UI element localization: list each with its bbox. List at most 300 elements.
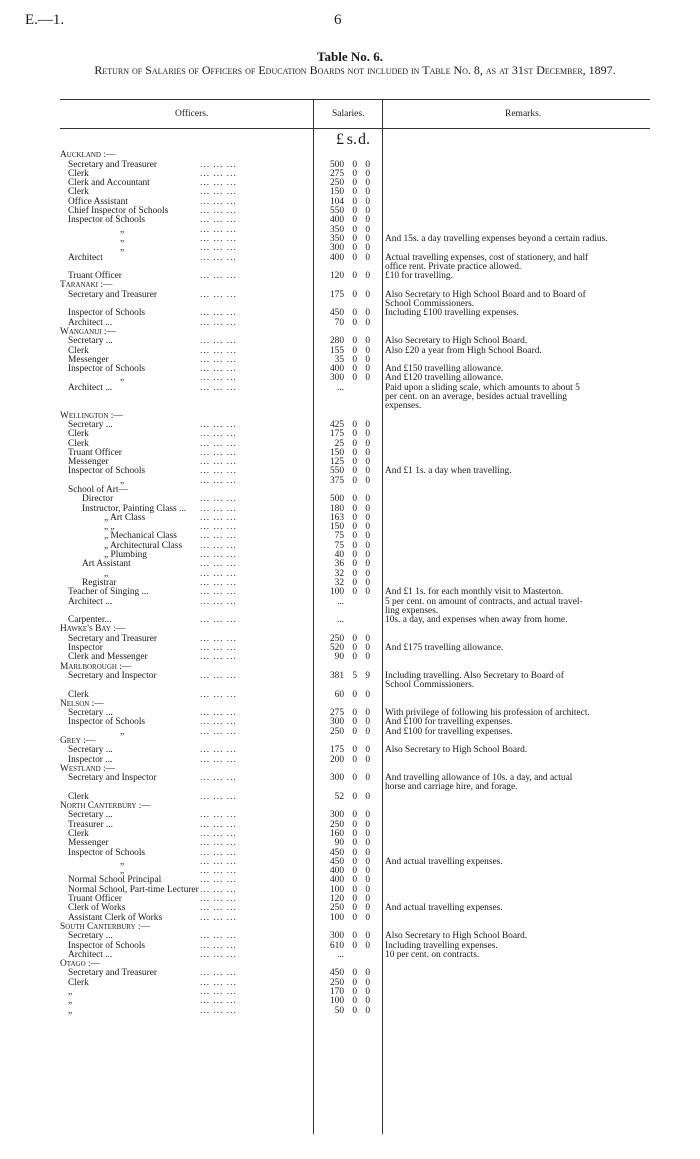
pence-value: 0 — [365, 159, 370, 170]
pence-value: 0 — [365, 503, 370, 514]
pence-value: 0 — [365, 931, 370, 942]
officer-title: Secretary and Treasurer — [68, 289, 158, 300]
salary-cell — [322, 272, 380, 281]
pounds-value: 400 — [329, 866, 344, 877]
pence-value: 9 — [365, 670, 370, 681]
officer-title: Instructor, Painting Class ... — [82, 503, 187, 514]
remark-text: £10 for travelling. — [385, 271, 453, 282]
leader-dots: ... ... ... — [200, 447, 237, 458]
pounds-value: 500 — [329, 494, 344, 505]
shillings-value: 0 — [352, 866, 357, 877]
pounds-value: 381 — [329, 670, 344, 681]
leader-dots: ... ... ... — [200, 987, 237, 998]
pence-value: 0 — [365, 856, 370, 867]
officer-title: Architect ... — [68, 596, 113, 607]
leader-dots: ... ... ... — [200, 568, 237, 579]
leader-dots: ... ... ... — [200, 271, 237, 282]
leader-dots: ... ... ... — [200, 838, 237, 849]
remark-text: 10 per cent. on contracts. — [385, 949, 480, 960]
pounds-value: 300 — [329, 810, 344, 821]
district-name: Wellington :— — [60, 410, 123, 421]
pounds-value: 175 — [329, 289, 344, 300]
remark-text: Also Secretary to High School Board. — [385, 745, 528, 756]
officer-title: Inspector ... — [68, 754, 113, 765]
officer-title: Secretary ... — [68, 419, 113, 430]
officer-title: Art Assistant — [82, 559, 131, 570]
remark-text: ling expenses. — [385, 605, 439, 616]
shillings-value: 0 — [352, 810, 357, 821]
leader-dots: ... ... ... — [200, 894, 237, 905]
shillings-value: 0 — [352, 726, 357, 737]
table-title: Table No. 6. — [317, 49, 383, 64]
remark-text: Including travelling expenses. — [385, 940, 498, 951]
leader-dots: ... ... ... — [200, 233, 237, 244]
pounds-value: 400 — [329, 875, 344, 886]
table-row — [60, 254, 650, 263]
leader-dots: ... ... ... — [200, 615, 237, 626]
leader-dots: ... ... ... — [200, 847, 237, 858]
officer-title: Treasurer ... — [68, 819, 113, 830]
salary-cell — [322, 616, 380, 625]
pounds-value: 175 — [329, 429, 344, 440]
leader-dots: ... ... ... — [200, 810, 237, 821]
district-name: North Canterbury :— — [60, 801, 151, 812]
pence-value: 0 — [365, 940, 370, 951]
leader-dots: ... ... ... — [200, 540, 237, 551]
leader-dots: ... ... ... — [200, 903, 237, 914]
pounds-value: 32 — [334, 568, 344, 579]
officer-title: Assistant Clerk of Works — [68, 912, 163, 923]
officer-title: Clerk of Works — [68, 903, 126, 914]
salary-cell — [322, 254, 380, 263]
officer-title: Registrar — [82, 577, 117, 588]
officer-title: Secretary and Inspector — [68, 773, 157, 784]
pence-unit: d. — [358, 131, 370, 148]
pence-value: 0 — [365, 494, 370, 505]
leader-dots: ... ... ... — [200, 577, 237, 588]
pence-value: 0 — [365, 308, 370, 319]
remark-text: And £1 1s. for each monthly visit to Masterton. — [385, 587, 564, 598]
pounds-value: 160 — [329, 828, 344, 839]
salary-cell — [322, 570, 380, 579]
remark-text: And travelling allowance of 10s. a day, and actual — [385, 773, 573, 784]
district-name: Nelson :— — [60, 698, 104, 709]
table-row — [60, 319, 650, 328]
pence-value: 0 — [365, 540, 370, 551]
leader-dots: ... ... ... — [200, 726, 237, 737]
salary-cell — [322, 523, 380, 532]
salary-cell — [322, 793, 380, 802]
officer-title: Normal School Principal — [68, 875, 162, 886]
pence-value: 0 — [365, 689, 370, 700]
officer-title: „ Mechanical Class — [104, 531, 177, 542]
pounds-value: 275 — [329, 168, 344, 179]
pence-value: 0 — [365, 466, 370, 477]
shillings-value: 0 — [352, 233, 357, 244]
shillings-value: 0 — [352, 475, 357, 486]
pence-value: 0 — [365, 643, 370, 654]
leader-dots: ... ... ... — [200, 708, 237, 719]
pence-value: 0 — [365, 819, 370, 830]
leader-dots: ... ... ... — [200, 773, 237, 784]
leader-dots: ... ... ... — [200, 373, 237, 384]
remark-text: Also Secretary to High School Board and to Board of — [385, 289, 586, 300]
district-name: Otago :— — [60, 959, 100, 970]
pence-value: 0 — [365, 354, 370, 365]
shillings-value: 0 — [352, 745, 357, 756]
pence-value: 0 — [365, 522, 370, 533]
pounds-value: 350 — [329, 224, 344, 235]
pence-value: 0 — [365, 884, 370, 895]
shillings-value: 0 — [352, 252, 357, 263]
officer-title: „ — [120, 233, 125, 244]
pence-value: 0 — [365, 810, 370, 821]
shillings-value: 0 — [352, 494, 357, 505]
salaries-column-header: Salaries. — [332, 109, 365, 119]
shillings-value: 0 — [352, 317, 357, 328]
shillings-value: 0 — [352, 884, 357, 895]
remark-text: School Commissioners. — [385, 680, 475, 691]
pounds-value: 175 — [329, 745, 344, 756]
pounds-value: 163 — [329, 512, 344, 523]
remark-text: per cent. on an average, besides actual travelling — [385, 392, 567, 403]
salary-cell — [322, 830, 380, 839]
leader-dots: ... ... ... — [200, 968, 237, 979]
officer-title: Secretary and Treasurer — [68, 968, 158, 979]
pounds-value: 550 — [329, 206, 344, 217]
leader-dots: ... ... ... — [200, 187, 237, 198]
officer-title: „ — [68, 1005, 73, 1016]
pounds-value: 400 — [329, 215, 344, 226]
officer-title: Messenger — [68, 457, 109, 468]
leader-dots: ... ... ... — [200, 168, 237, 179]
pence-value: 0 — [365, 708, 370, 719]
officer-title: „ — [104, 568, 109, 579]
pounds-value: 250 — [329, 726, 344, 737]
pence-value: 0 — [365, 754, 370, 765]
remark-text: Also Secretary to High School Board. — [385, 931, 528, 942]
pence-value: 0 — [365, 429, 370, 440]
officer-title: Messenger — [68, 354, 109, 365]
officer-title: Secretary and Treasurer — [68, 159, 158, 170]
pence-value: 0 — [365, 1005, 370, 1016]
officer-title: Architect ... — [68, 382, 113, 393]
pence-value: 0 — [365, 317, 370, 328]
remark-text: And 15s. a day travelling expenses beyond a certain radius. — [385, 233, 608, 244]
salary-cell — [322, 774, 380, 783]
pence-value: 0 — [365, 866, 370, 877]
pence-value: 0 — [365, 587, 370, 598]
shillings-value: 0 — [352, 773, 357, 784]
leader-dots: ... ... ... — [200, 670, 237, 681]
officer-title: Secretary ... — [68, 745, 113, 756]
leader-dots: ... ... ... — [200, 382, 237, 393]
table-row — [60, 691, 650, 700]
page-number: 6 — [334, 12, 342, 28]
remark-text: And £120 travelling allowance. — [385, 373, 504, 384]
officer-title: Inspector — [68, 643, 103, 654]
shillings-value: 0 — [352, 568, 357, 579]
pounds-value: 400 — [329, 364, 344, 375]
pence-value: 0 — [365, 233, 370, 244]
pence-value: 0 — [365, 345, 370, 356]
pounds-value: 32 — [334, 577, 344, 588]
table-row — [60, 951, 650, 960]
shillings-value: 0 — [352, 354, 357, 365]
district-name: Hawke's Bay :— — [60, 624, 126, 635]
leader-dots: ... ... ... — [200, 243, 237, 254]
shillings-value: 0 — [352, 206, 357, 217]
salary-cell — [322, 319, 380, 328]
officer-title: Office Assistant — [68, 196, 128, 207]
officer-title: Director — [82, 494, 114, 505]
pounds-value: 150 — [329, 187, 344, 198]
salary-cell — [322, 309, 380, 318]
officer-title: Messenger — [68, 838, 109, 849]
shillings-value: 0 — [352, 187, 357, 198]
shillings-value: 0 — [352, 828, 357, 839]
officer-title: „ Art Class — [104, 512, 146, 523]
pounds-value: 100 — [329, 996, 344, 1007]
shillings-value: 0 — [352, 540, 357, 551]
leader-dots: ... ... ... — [200, 866, 237, 877]
pence-value: 0 — [365, 847, 370, 858]
shillings-value: 0 — [352, 447, 357, 458]
table-body — [60, 151, 650, 1016]
remark-text: And £175 travelling allowance. — [385, 643, 504, 654]
pounds-value: 180 — [329, 503, 344, 514]
leader-dots: ... ... ... — [200, 977, 237, 988]
pence-value: 0 — [365, 252, 370, 263]
table-header-row — [60, 99, 650, 129]
officer-title: Clerk — [68, 187, 89, 198]
pounds-value: 300 — [329, 243, 344, 254]
leader-dots: ... ... ... — [200, 745, 237, 756]
salary-cell — [322, 588, 380, 597]
shillings-value: 0 — [352, 503, 357, 514]
remark-text: horse and carriage hire, and forage. — [385, 782, 518, 793]
officer-title: Inspector of Schools — [68, 940, 146, 951]
salaries-table — [60, 99, 650, 1016]
shillings-value: 0 — [352, 336, 357, 347]
salary-cell — [322, 653, 380, 662]
shillings-value: 0 — [352, 652, 357, 663]
pounds-value: 100 — [329, 587, 344, 598]
table-row — [60, 672, 650, 681]
salary-cell — [322, 430, 380, 439]
remark-text: With privilege of following his profession of architect. — [385, 708, 590, 719]
remark-text: And actual travelling expenses. — [385, 856, 503, 867]
shillings-value: 0 — [352, 643, 357, 654]
remark-text: Also Secretary to High School Board. — [385, 336, 528, 347]
table-row — [60, 756, 650, 765]
shillings-value: 0 — [352, 912, 357, 923]
shillings-value: 0 — [352, 243, 357, 254]
pounds-value: 520 — [329, 643, 344, 654]
leader-dots: ... ... ... — [200, 884, 237, 895]
shillings-value: 0 — [352, 466, 357, 477]
table-row — [60, 1007, 650, 1016]
table-row — [60, 393, 650, 402]
shillings-value: 0 — [352, 977, 357, 988]
salary-cell — [322, 672, 380, 681]
shillings-value: 0 — [352, 373, 357, 384]
pence-value: 0 — [365, 633, 370, 644]
officer-title: „ — [120, 866, 125, 877]
remark-text: Including £100 travelling expenses. — [385, 308, 519, 319]
leader-dots: ... ... ... — [200, 178, 237, 189]
remark-text: And £100 for travelling expenses. — [385, 726, 513, 737]
shillings-value: 0 — [352, 875, 357, 886]
officer-title: „ Architectural Class — [104, 540, 183, 551]
pounds-value: 52 — [334, 791, 344, 802]
shillings-value: 0 — [352, 531, 357, 542]
pounds-value: 250 — [329, 633, 344, 644]
officer-title: Normal School, Part-time Lecturer — [68, 884, 199, 895]
leader-dots: ... ... ... — [200, 354, 237, 365]
shillings-value: 0 — [352, 838, 357, 849]
shillings-value: 0 — [352, 708, 357, 719]
pence-value: 0 — [365, 773, 370, 784]
district-name: Marlborough :— — [60, 661, 132, 672]
salary-cell — [322, 1007, 380, 1016]
pounds-value: 90 — [334, 652, 344, 663]
pence-value: 0 — [365, 364, 370, 375]
leader-dots: ... ... ... — [200, 828, 237, 839]
page-header — [0, 6, 700, 36]
pounds-value: 425 — [329, 419, 344, 430]
officer-title: Clerk — [68, 345, 89, 356]
leader-dots: ... ... ... — [200, 912, 237, 923]
shillings-value: 0 — [352, 931, 357, 942]
shillings-value: 0 — [352, 429, 357, 440]
document-reference: E.—1. — [25, 12, 65, 28]
officer-title: „ — [120, 856, 125, 867]
salary-cell — [322, 691, 380, 700]
pounds-value: 375 — [329, 475, 344, 486]
shillings-value: 0 — [352, 196, 357, 207]
leader-dots: ... ... ... — [200, 559, 237, 570]
shillings-value: 0 — [352, 308, 357, 319]
pounds-value: 280 — [329, 336, 344, 347]
leader-dots: ... ... ... — [200, 494, 237, 505]
officer-title: Secretary ... — [68, 810, 113, 821]
shillings-value: 0 — [352, 819, 357, 830]
leader-dots: ... ... ... — [200, 689, 237, 700]
salary-cell — [322, 374, 380, 383]
pounds-value: 120 — [329, 894, 344, 905]
pounds-value: 50 — [334, 1005, 344, 1016]
remark-text: 5 per cent. on amount of contracts, and actual travel- — [385, 596, 583, 607]
shillings-value: 0 — [352, 987, 357, 998]
pence-value: 0 — [365, 550, 370, 561]
leader-dots: ... ... ... — [200, 522, 237, 533]
shillings-value: 0 — [352, 996, 357, 1007]
remark-text: And £1 1s. a day when travelling. — [385, 466, 512, 477]
leader-dots: ... ... ... — [200, 596, 237, 607]
pence-value: 0 — [365, 726, 370, 737]
officer-title: Inspector of Schools — [68, 215, 146, 226]
pence-value: 0 — [365, 215, 370, 226]
leader-dots: ... ... ... — [200, 875, 237, 886]
shillings-value: 0 — [352, 271, 357, 282]
officer-title: Truant Officer — [68, 894, 122, 905]
salary-cell — [322, 532, 380, 541]
pounds-value: 100 — [329, 884, 344, 895]
officer-title: „ — [68, 996, 73, 1007]
pounds-value: 155 — [329, 345, 344, 356]
salary-cell — [322, 756, 380, 765]
shillings-value: 0 — [352, 791, 357, 802]
remark-text: office rent. Private practice allowed. — [385, 261, 522, 272]
remark-text: Actual travelling expenses, cost of stationery, and half — [385, 252, 589, 263]
officer-title: Truant Officer — [68, 271, 122, 282]
shillings-value: 0 — [352, 224, 357, 235]
pence-value: 0 — [365, 568, 370, 579]
pence-value: 0 — [365, 475, 370, 486]
table-row — [60, 272, 650, 281]
officer-title: Inspector of Schools — [68, 847, 146, 858]
leader-dots: ... ... ... — [200, 429, 237, 440]
leader-dots: ... ... ... — [200, 996, 237, 1007]
leader-dots: ... ... ... — [200, 308, 237, 319]
leader-dots: ... ... ... — [200, 819, 237, 830]
pence-value: 0 — [365, 243, 370, 254]
pounds-value: 75 — [334, 531, 344, 542]
officer-title: Clerk — [68, 689, 89, 700]
leader-dots: ... ... ... — [200, 931, 237, 942]
remark-text: And £100 for travelling expenses. — [385, 717, 513, 728]
officer-title: Clerk — [68, 168, 89, 179]
district-name: Auckland :— — [60, 150, 116, 161]
leader-dots: ... ... ... — [200, 289, 237, 300]
pence-value: 0 — [365, 457, 370, 468]
officer-title: Architect — [68, 252, 103, 263]
officer-title: „ — [120, 726, 125, 737]
pence-value: 0 — [365, 791, 370, 802]
officer-title: Carpenter... — [68, 615, 112, 626]
pence-value: 0 — [365, 206, 370, 217]
officer-title: Clerk — [68, 977, 89, 988]
shillings-value: 0 — [352, 577, 357, 588]
officer-title: Secretary and Inspector — [68, 670, 157, 681]
pounds-value: 450 — [329, 308, 344, 319]
officer-title: Inspector of Schools — [68, 466, 146, 477]
pence-value: 0 — [365, 196, 370, 207]
shillings-value: 0 — [352, 847, 357, 858]
shillings-value: 0 — [352, 717, 357, 728]
pounds-value: 120 — [329, 271, 344, 282]
pounds-value: 350 — [329, 233, 344, 244]
remark-text: And £150 travelling allowance. — [385, 364, 504, 375]
shillings-value: 0 — [352, 633, 357, 644]
pounds-value: 275 — [329, 708, 344, 719]
officers-column-header: Officers. — [175, 109, 209, 119]
pence-value: 0 — [365, 652, 370, 663]
salary-cell — [322, 347, 380, 356]
shillings-value: 0 — [352, 512, 357, 523]
leader-dots: ... ... ... — [200, 438, 237, 449]
officer-title: Clerk — [68, 438, 89, 449]
shillings-value: 0 — [352, 940, 357, 951]
leader-dots: ... ... ... — [200, 466, 237, 477]
leader-dots: ... ... ... — [200, 717, 237, 728]
leader-dots: ... ... ... — [200, 224, 237, 235]
pence-value: 0 — [365, 447, 370, 458]
officer-title: „ — [120, 373, 125, 384]
pence-value: 0 — [365, 987, 370, 998]
shillings-value: 0 — [352, 894, 357, 905]
